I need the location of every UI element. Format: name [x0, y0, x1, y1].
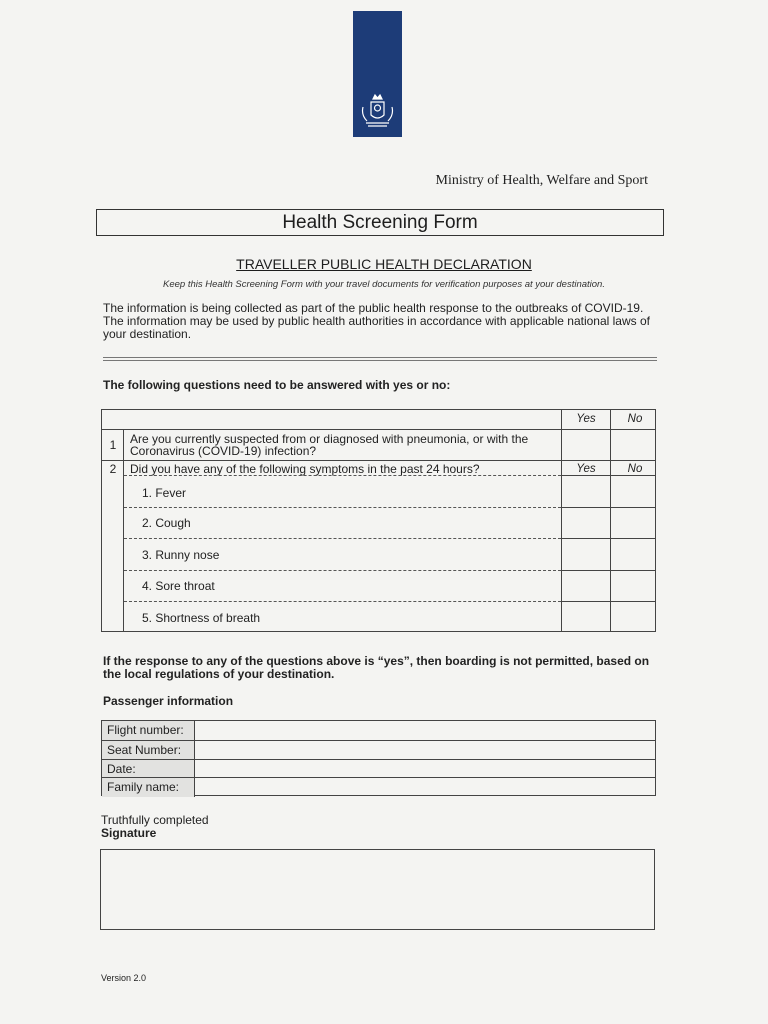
q1-no-checkbox[interactable] [611, 430, 655, 460]
questions-heading: The following questions need to be answered with yes or no: [103, 378, 451, 392]
symptom-item: 5. Shortness of breath [142, 611, 261, 625]
family-name-field[interactable] [196, 778, 655, 796]
symptom-1-no-checkbox[interactable] [611, 476, 655, 507]
question-number: 1 [109, 438, 117, 452]
date-field[interactable] [196, 760, 655, 778]
seat-number-field[interactable] [196, 741, 655, 759]
question-number: 2 [109, 462, 117, 476]
symptom-item: 2. Cough [142, 516, 191, 530]
royal-coat-of-arms-icon [357, 93, 398, 133]
divider [103, 360, 657, 361]
symptom-3-yes-checkbox[interactable] [562, 539, 610, 570]
passenger-row-seat [102, 740, 655, 760]
family-name-label: Family name: [102, 778, 195, 797]
question-1-text: Are you currently suspected from or diagnosed with pneumonia, or with the Coronavirus (COVID-19) infection? [130, 432, 529, 458]
passenger-row-flight [102, 721, 655, 740]
form-subtitle: TRAVELLER PUBLIC HEALTH DECLARATION [236, 256, 532, 272]
passenger-row-date [102, 759, 655, 779]
form-title-box [96, 209, 664, 236]
form-title: Health Screening Form [282, 212, 478, 233]
date-label: Date: [102, 760, 195, 779]
passenger-heading: Passenger information [103, 694, 234, 708]
symptom-4-yes-checkbox[interactable] [562, 571, 610, 601]
passenger-row-family [102, 777, 655, 797]
keep-note: Keep this Health Screening Form with your travel documents for verification purposes at your destination. [163, 279, 605, 290]
truthfully-completed: Truthfully completed [101, 813, 209, 827]
q2-yes-label: Yes [576, 463, 596, 475]
symptom-3-no-checkbox[interactable] [611, 539, 655, 570]
q1-yes-checkbox[interactable] [562, 430, 610, 460]
symptom-5-no-checkbox[interactable] [611, 602, 655, 632]
symptom-1-yes-checkbox[interactable] [562, 476, 610, 507]
version-text: Version 2.0 [101, 973, 147, 983]
signature-box[interactable] [100, 849, 655, 930]
questions-table [101, 409, 656, 632]
symptom-4-no-checkbox[interactable] [611, 571, 655, 601]
q2-no-label: No [627, 463, 643, 475]
symptom-item: 1. Fever [142, 486, 187, 500]
symptom-item: 3. Runny nose [142, 548, 220, 562]
flight-number-field[interactable] [196, 721, 655, 740]
no-column-header: No [627, 413, 643, 425]
symptom-5-yes-checkbox[interactable] [562, 602, 610, 632]
intro-text: The information is being collected as part of the public health response to the outbreaks of COVID-19. The information may be used by public health authorities in accordance with applicable national laws of your destination. [103, 301, 650, 341]
symptom-2-no-checkbox[interactable] [611, 508, 655, 538]
passenger-table [101, 720, 656, 796]
symptom-item: 4. Sore throat [142, 579, 215, 593]
boarding-notice: If the response to any of the questions above is “yes”, then boarding is not permitted, based on the local regulations of your destination. [103, 654, 650, 681]
seat-number-label: Seat Number: [102, 741, 195, 760]
question-2-text: Did you have any of the following symptoms in the past 24 hours? [130, 462, 480, 476]
signature-label: Signature [101, 826, 157, 840]
symptom-2-yes-checkbox[interactable] [562, 508, 610, 538]
yes-column-header: Yes [576, 413, 596, 425]
divider [103, 357, 657, 358]
government-logo [353, 11, 402, 137]
flight-number-label: Flight number: [102, 721, 195, 740]
ministry-name: Ministry of Health, Welfare and Sport [435, 173, 648, 188]
